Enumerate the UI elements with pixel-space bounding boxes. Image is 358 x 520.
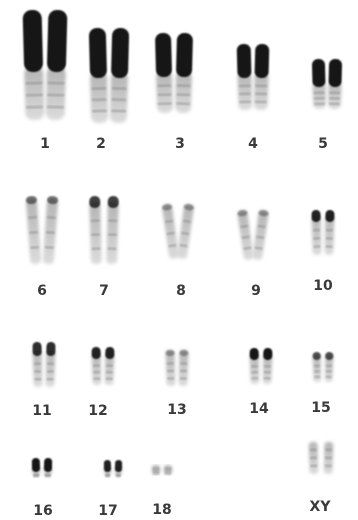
chromosome	[45, 342, 55, 387]
band-stripe	[176, 102, 190, 105]
chromosome-label: 4	[248, 136, 258, 152]
chromosome-label: 12	[88, 403, 108, 419]
chromosome	[46, 10, 68, 120]
chromosome	[250, 348, 260, 384]
band-stripe	[93, 364, 100, 367]
band-stripe	[326, 375, 332, 378]
band-stripe	[158, 102, 172, 105]
chromosome-label: 18	[152, 502, 172, 518]
band-stripe	[239, 100, 251, 103]
band-stripe	[157, 84, 171, 87]
band-stripe	[310, 456, 317, 459]
band-stripe	[326, 229, 333, 232]
chromosome	[175, 33, 193, 113]
chromosome-pair-2	[89, 28, 129, 123]
band-stripe	[93, 377, 100, 380]
band-stripe	[314, 364, 320, 367]
dark-band	[44, 458, 52, 472]
band-stripe	[239, 92, 251, 95]
band-stripe	[158, 93, 172, 96]
band-stripe	[106, 364, 113, 367]
band-stripe	[167, 362, 174, 365]
chromosome-pair-6	[26, 196, 59, 265]
band-stripe	[111, 109, 126, 112]
band-stripe	[91, 233, 100, 236]
chromosome	[32, 342, 42, 387]
dark-band	[311, 210, 320, 222]
chromosome	[179, 350, 189, 386]
band-stripe	[112, 87, 127, 90]
band-stripe	[251, 377, 258, 380]
chromosome-label: 6	[37, 283, 47, 299]
band-stripe	[180, 377, 187, 380]
chromatid-body	[237, 210, 254, 261]
chromosome-pair-10	[311, 210, 334, 255]
band-stripe	[108, 233, 117, 236]
label-layer	[32, 136, 333, 519]
dark-band	[237, 44, 252, 78]
chromosome	[44, 458, 53, 478]
chromosome-pair-11	[32, 342, 55, 387]
chromosome	[166, 350, 176, 386]
dark-band	[92, 347, 101, 359]
chromosome	[162, 204, 180, 260]
dark-band	[32, 458, 40, 472]
chromosome-label: 13	[167, 402, 187, 418]
chromatid-body	[89, 202, 102, 264]
chromosome	[106, 196, 119, 264]
chromosome	[237, 210, 254, 261]
chromosome	[104, 460, 111, 478]
band-stripe	[93, 371, 100, 374]
chromosome	[89, 28, 108, 123]
dark-band	[328, 59, 342, 87]
band-stripe	[167, 377, 174, 380]
chromosome-label: 8	[176, 283, 186, 299]
band-stripe	[164, 472, 171, 475]
band-stripe	[92, 98, 107, 101]
dark-band	[46, 342, 55, 356]
band-stripe	[314, 97, 325, 100]
chromosome	[254, 44, 270, 110]
band-stripe	[30, 246, 39, 250]
chromosome	[309, 442, 319, 474]
chromosome-label: 16	[33, 503, 53, 519]
band-stripe	[107, 247, 116, 250]
chromosome	[32, 458, 41, 478]
chromosome-label: 15	[311, 400, 331, 416]
band-stripe	[28, 216, 37, 220]
band-stripe	[34, 362, 41, 365]
chromatid-body	[90, 72, 108, 123]
band-stripe	[45, 475, 51, 478]
chromosome-label: XY	[309, 499, 331, 515]
chromosome	[26, 196, 42, 265]
dark-band	[176, 33, 193, 77]
chromosome	[325, 352, 334, 382]
band-stripe	[47, 370, 54, 373]
band-stripe	[106, 371, 113, 374]
band-stripe	[180, 369, 187, 372]
band-stripe	[105, 475, 110, 478]
band-stripe	[26, 93, 43, 96]
band-stripe	[177, 84, 191, 87]
dark-band	[89, 28, 107, 78]
chromosome	[163, 465, 172, 475]
band-stripe	[106, 377, 113, 380]
chromosome	[110, 28, 129, 123]
band-stripe	[251, 371, 258, 374]
band-stripe	[167, 369, 174, 372]
chromosome	[92, 347, 102, 385]
chromosome	[105, 347, 115, 385]
dark-band	[111, 28, 129, 78]
chromosome-pair-9	[237, 210, 269, 261]
chromosome	[23, 10, 45, 120]
band-stripe	[47, 362, 54, 365]
band-stripe	[26, 105, 43, 108]
chromosome-pair-5	[312, 59, 342, 109]
chromosome-pair-4	[237, 44, 270, 110]
chromatid-body	[24, 66, 44, 120]
chromosome-label: 17	[98, 503, 118, 519]
chromatid-body	[110, 72, 128, 123]
chromosome-pair-1	[23, 10, 68, 120]
dark-band	[263, 348, 272, 360]
chromosome-pair-15	[313, 352, 334, 382]
dark-band	[108, 196, 119, 208]
chromosome-label: 11	[32, 403, 52, 419]
chromosome	[328, 59, 342, 109]
band-stripe	[326, 364, 332, 367]
band-stripe	[91, 87, 106, 90]
chromatid-body	[156, 71, 173, 113]
dark-band	[32, 342, 41, 356]
band-stripe	[176, 93, 190, 96]
band-stripe	[325, 464, 332, 467]
band-stripe	[153, 472, 160, 475]
dark-band	[254, 44, 269, 78]
band-stripe	[326, 370, 332, 373]
chromosome-label: 2	[96, 136, 106, 152]
band-stripe	[255, 84, 267, 87]
dark-band	[250, 348, 259, 360]
band-stripe	[34, 370, 41, 373]
dark-band	[313, 352, 321, 360]
band-stripe	[46, 231, 55, 235]
dark-band	[89, 196, 100, 208]
dark-band	[312, 59, 326, 87]
chromosome-label: 9	[251, 283, 261, 299]
dark-band	[115, 460, 122, 472]
band-stripe	[310, 448, 317, 451]
dark-band	[23, 10, 44, 72]
band-stripe	[329, 102, 340, 105]
band-stripe	[180, 362, 187, 365]
band-stripe	[314, 102, 325, 105]
chromatid-body	[162, 204, 180, 260]
chromosome-pair-17	[104, 460, 122, 478]
chromatid-body	[252, 210, 269, 261]
chromatid-body	[106, 202, 119, 264]
band-stripe	[251, 365, 258, 368]
chromosome-pair-12	[92, 347, 115, 385]
band-stripe	[47, 93, 64, 96]
dark-band	[155, 33, 172, 77]
band-stripe	[33, 475, 39, 478]
chromosome-pair-13	[166, 350, 189, 386]
chromosome-pair-7	[89, 196, 119, 264]
chromosome-pair-14	[250, 348, 273, 384]
chromosome-pair-16	[32, 458, 52, 478]
chromosome	[177, 204, 195, 260]
band-stripe	[255, 92, 267, 95]
chromatid-body	[175, 71, 192, 113]
band-stripe	[45, 246, 54, 250]
band-stripe	[313, 245, 320, 248]
band-stripe	[329, 91, 340, 94]
dark-band	[104, 460, 111, 472]
band-stripe	[314, 370, 320, 373]
chromosome-label: 5	[318, 136, 328, 152]
band-stripe	[325, 448, 332, 451]
chromatid-body	[46, 66, 66, 120]
band-stripe	[264, 371, 271, 374]
chromosome-label: 3	[175, 136, 185, 152]
band-stripe	[313, 237, 320, 240]
chromosome	[311, 210, 321, 255]
dark-band	[325, 352, 333, 360]
chromatid-body	[177, 204, 195, 260]
band-stripe	[314, 375, 320, 378]
chromosome	[312, 59, 326, 109]
band-stripe	[92, 109, 107, 112]
chromosome-label: 14	[249, 401, 269, 417]
dark-band	[47, 10, 68, 72]
band-stripe	[310, 464, 317, 467]
dark-band	[325, 210, 334, 222]
band-stripe	[91, 219, 100, 222]
band-stripe	[264, 377, 271, 380]
chromosome-label: 10	[313, 278, 333, 294]
chromosome-label: 1	[40, 136, 50, 152]
band-stripe	[34, 378, 41, 381]
chromosome	[43, 196, 59, 265]
chromosome	[324, 210, 334, 255]
chromosome	[324, 442, 334, 474]
band-stripe	[47, 105, 64, 108]
dark-band	[105, 347, 114, 359]
chromosome-pair-xy	[309, 442, 334, 474]
chromosome	[263, 348, 273, 384]
chromosome	[155, 33, 173, 113]
band-stripe	[264, 365, 271, 368]
chromosome	[237, 44, 253, 110]
band-stripe	[47, 216, 56, 220]
band-stripe	[239, 84, 251, 87]
chromosome	[252, 210, 269, 261]
band-stripe	[29, 231, 38, 235]
band-stripe	[25, 81, 42, 84]
band-stripe	[91, 247, 100, 250]
chromosome	[313, 352, 322, 382]
chromosome-label: 7	[99, 283, 109, 299]
chromosome	[115, 460, 122, 478]
band-stripe	[326, 237, 333, 240]
chromosome-pair-8	[162, 204, 195, 260]
band-stripe	[47, 378, 54, 381]
band-stripe	[325, 456, 332, 459]
band-stripe	[111, 98, 126, 101]
band-stripe	[314, 91, 325, 94]
chromosome	[151, 465, 160, 475]
band-stripe	[108, 219, 117, 222]
band-stripe	[116, 475, 121, 478]
band-stripe	[313, 229, 320, 232]
chromosome-pair-18	[151, 465, 172, 475]
band-stripe	[326, 245, 333, 248]
chromosome-pair-3	[155, 33, 193, 113]
band-stripe	[329, 97, 340, 100]
band-stripe	[255, 100, 267, 103]
band-stripe	[47, 81, 64, 84]
chromosome	[89, 196, 102, 264]
